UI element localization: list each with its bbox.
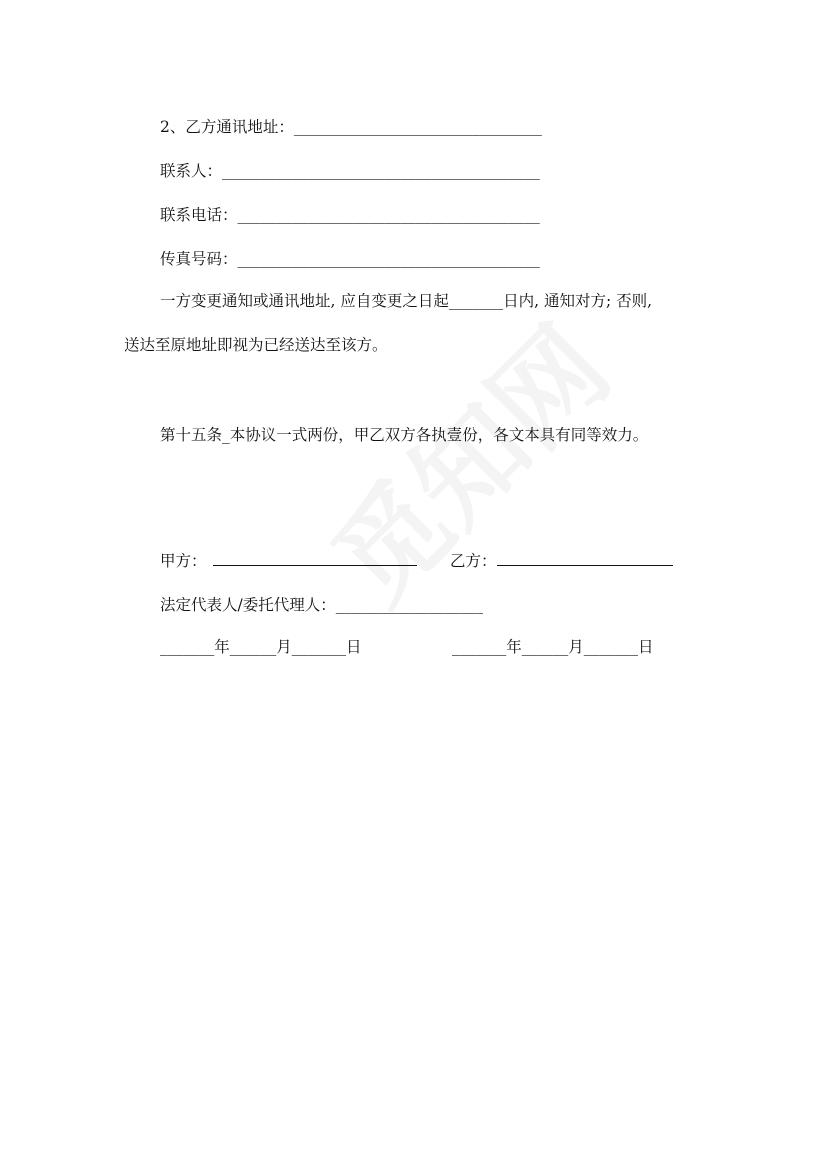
party-b-label: 乙方：: [450, 552, 497, 570]
party-a-signature-line: [160, 550, 417, 572]
fax-label: 传真号码：: [160, 250, 238, 268]
notice-paragraph-line2: 送达至原地址即视为已经送达至该方。: [124, 336, 388, 354]
phone-blank: _______________________________________: [237, 206, 540, 224]
fax-line: [160, 248, 540, 270]
party-a-label: 甲方：: [160, 552, 207, 570]
party-b-address-line: [160, 116, 542, 138]
phone-label: 联系电话：: [160, 206, 238, 224]
party-b-blank: [497, 550, 673, 566]
legal-rep-blank: ___________________: [335, 596, 483, 614]
date-left: _______年______月_______日: [160, 638, 362, 656]
contact-label: 联系人：: [160, 162, 223, 180]
contact-line: [160, 160, 540, 182]
article-15: 第十五条_本协议一式两份，甲乙双方各执壹份，各文本具有同等效力。: [160, 426, 649, 444]
party-a-blank: [213, 550, 417, 566]
legal-rep-label: 法定代表人/委托代理人：: [160, 596, 336, 614]
notice-paragraph-line1: 一方变更通知或通讯地址, 应自变更之日起_______日内, 通知对方; 否则,: [160, 292, 653, 310]
legal-rep-line: [160, 594, 483, 616]
phone-line: [160, 204, 540, 226]
contact-blank: _________________________________________: [222, 162, 540, 180]
party-b-signature-line: [450, 550, 673, 572]
party-b-address-label: 2、乙方通讯地址：: [160, 118, 294, 136]
fax-blank: _______________________________________: [237, 250, 540, 268]
date-right: _______年______月_______日: [452, 638, 654, 656]
party-b-address-blank: ________________________________: [293, 118, 542, 136]
